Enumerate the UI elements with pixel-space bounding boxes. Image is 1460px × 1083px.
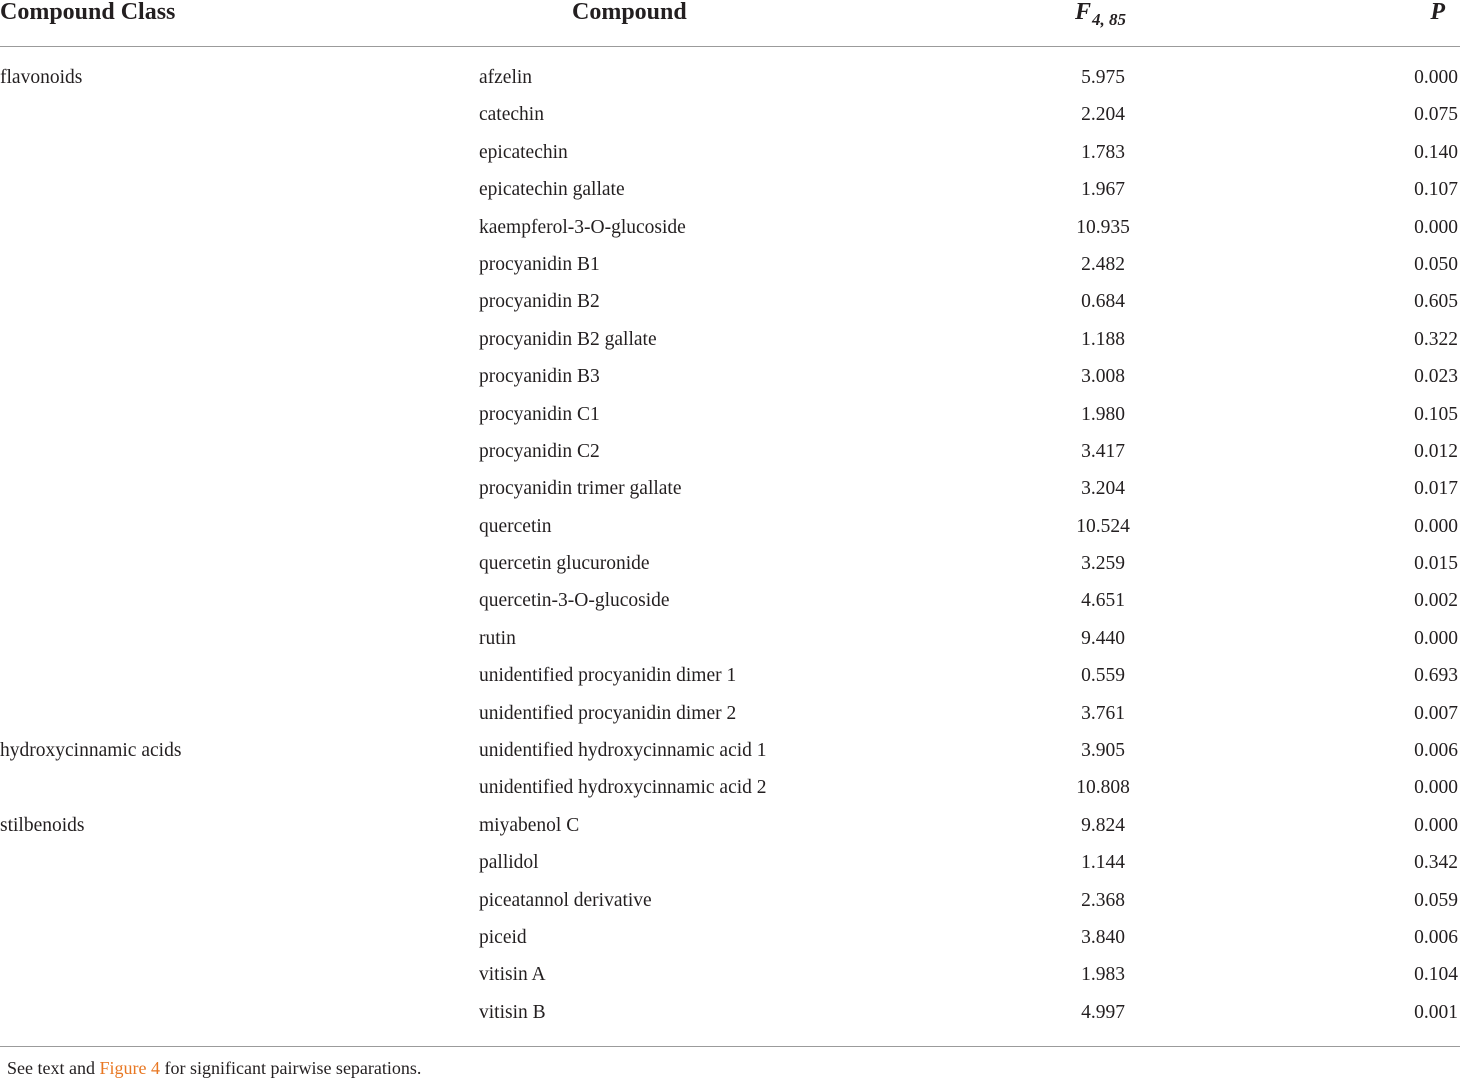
- table-row: [0, 994, 1460, 1031]
- table-row: [0, 470, 1460, 507]
- cell-p-value: 0.017: [1414, 478, 1458, 500]
- cell-p-value: 0.140: [1414, 141, 1458, 163]
- cell-compound: quercetin-3-O-glucoside: [479, 590, 670, 612]
- table-row: [0, 882, 1460, 919]
- table-row: [0, 321, 1460, 358]
- cell-p-value: 0.342: [1414, 852, 1458, 874]
- cell-p-value: 0.000: [1414, 627, 1458, 649]
- header-divider: [0, 46, 1460, 47]
- cell-p-value: 0.105: [1414, 403, 1458, 425]
- cell-p-value: 0.012: [1414, 440, 1458, 462]
- footnote-text-after: for significant pairwise separations.: [159, 1058, 422, 1078]
- cell-f-value: 5.975: [1081, 67, 1125, 88]
- cell-p-value: 0.007: [1414, 702, 1458, 724]
- cell-compound: afzelin: [479, 67, 533, 88]
- table-row: [0, 209, 1460, 246]
- cell-compound: miyabenol C: [479, 814, 580, 836]
- cell-f-value: 3.259: [1081, 553, 1125, 575]
- table-row: [0, 732, 1460, 769]
- table-row: [0, 171, 1460, 208]
- cell-p-value: 0.693: [1414, 665, 1458, 687]
- cell-p-value: 0.059: [1414, 889, 1458, 911]
- cell-f-value: 9.824: [1081, 814, 1125, 836]
- cell-p-value: 0.001: [1414, 1001, 1458, 1023]
- table-row: [0, 582, 1460, 619]
- cell-f-value: 1.144: [1081, 852, 1125, 874]
- table-row: [0, 246, 1460, 283]
- cell-f-value: 1.967: [1081, 179, 1125, 201]
- cell-compound: rutin: [479, 627, 516, 649]
- cell-compound-class: flavonoids: [0, 67, 83, 88]
- cell-compound: procyanidin C1: [479, 403, 600, 425]
- table-row: [0, 695, 1460, 732]
- cell-p-value: 0.015: [1414, 553, 1458, 575]
- table-row: [0, 956, 1460, 993]
- cell-f-value: 3.204: [1081, 478, 1125, 500]
- cell-f-value: 3.008: [1081, 366, 1125, 388]
- cell-p-value: 0.000: [1414, 515, 1458, 537]
- table-row: [0, 96, 1460, 133]
- cell-f-value: 10.935: [1076, 216, 1130, 238]
- cell-f-value: 1.980: [1081, 403, 1125, 425]
- cell-compound: quercetin glucuronide: [479, 553, 650, 575]
- table-row: [0, 283, 1460, 320]
- header-f-subscript: 4, 85: [1092, 10, 1127, 29]
- header-f-symbol: F: [1075, 0, 1092, 25]
- cell-compound: unidentified hydroxycinnamic acid 1: [479, 740, 767, 762]
- footnote-text-before: See text and: [7, 1058, 100, 1078]
- cell-p-value: 0.023: [1414, 366, 1458, 388]
- cell-f-value: 0.684: [1081, 291, 1125, 313]
- table-header: [0, 0, 1460, 46]
- table-row: [0, 807, 1460, 844]
- cell-compound-class: hydroxycinnamic acids: [0, 740, 182, 762]
- cell-f-value: 2.204: [1081, 104, 1125, 126]
- cell-f-value: 9.440: [1081, 627, 1125, 649]
- cell-compound: procyanidin B1: [479, 253, 600, 275]
- cell-p-value: 0.000: [1414, 67, 1458, 88]
- cell-compound: procyanidin B3: [479, 366, 600, 388]
- cell-compound: unidentified procyanidin dimer 1: [479, 665, 737, 687]
- cell-compound: vitisin A: [479, 964, 546, 986]
- cell-p-value: 0.605: [1414, 291, 1458, 313]
- table-row: [0, 134, 1460, 171]
- table-row: [0, 919, 1460, 956]
- cell-f-value: 3.840: [1081, 926, 1125, 948]
- cell-compound: unidentified procyanidin dimer 2: [479, 702, 737, 724]
- cell-compound: catechin: [479, 104, 544, 126]
- cell-compound: procyanidin B2: [479, 291, 600, 313]
- table-row: [0, 844, 1460, 881]
- table-row: [0, 358, 1460, 395]
- cell-f-value: 4.651: [1081, 590, 1125, 612]
- cell-p-value: 0.104: [1414, 964, 1458, 986]
- table-row: [0, 508, 1460, 545]
- cell-compound: procyanidin trimer gallate: [479, 478, 682, 500]
- cell-f-value: 1.983: [1081, 964, 1125, 986]
- cell-p-value: 0.322: [1414, 328, 1458, 350]
- footer-divider: [0, 1046, 1460, 1047]
- cell-p-value: 0.002: [1414, 590, 1458, 612]
- cell-f-value: 4.997: [1081, 1001, 1125, 1023]
- table-row: [0, 433, 1460, 470]
- cell-f-value: 1.783: [1081, 141, 1125, 163]
- cell-compound: epicatechin: [479, 141, 568, 163]
- table-row: [0, 769, 1460, 806]
- cell-p-value: 0.006: [1414, 740, 1458, 762]
- table-footnote: [7, 1053, 421, 1083]
- cell-f-value: 2.368: [1081, 889, 1125, 911]
- cell-p-value: 0.006: [1414, 926, 1458, 948]
- table-row: [0, 59, 1460, 96]
- header-compound: Compound: [572, 0, 687, 25]
- table-row: [0, 545, 1460, 582]
- header-p-value: P: [1430, 0, 1445, 25]
- cell-f-value: 3.417: [1081, 440, 1125, 462]
- table-row: [0, 396, 1460, 433]
- cell-f-value: 3.761: [1081, 702, 1125, 724]
- cell-f-value: 0.559: [1081, 665, 1125, 687]
- header-compound-class: Compound Class: [0, 0, 176, 25]
- cell-compound: procyanidin B2 gallate: [479, 328, 657, 350]
- cell-compound: piceatannol derivative: [479, 889, 652, 911]
- table-row: [0, 620, 1460, 657]
- cell-compound: quercetin: [479, 515, 552, 537]
- cell-f-value: 10.808: [1076, 777, 1130, 799]
- cell-p-value: 0.050: [1414, 253, 1458, 275]
- cell-compound: piceid: [479, 926, 527, 948]
- cell-p-value: 0.107: [1414, 179, 1458, 201]
- cell-p-value: 0.075: [1414, 104, 1458, 126]
- cell-compound: procyanidin C2: [479, 440, 600, 462]
- cell-p-value: 0.000: [1414, 777, 1458, 799]
- figure-link[interactable]: Figure 4: [99, 1058, 160, 1078]
- cell-f-value: 10.524: [1076, 515, 1130, 537]
- cell-compound: kaempferol-3-O-glucoside: [479, 216, 686, 238]
- cell-p-value: 0.000: [1414, 216, 1458, 238]
- cell-compound: pallidol: [479, 852, 539, 874]
- cell-compound: epicatechin gallate: [479, 179, 625, 201]
- table-row: [0, 657, 1460, 694]
- cell-compound: vitisin B: [479, 1001, 546, 1023]
- cell-f-value: 2.482: [1081, 253, 1125, 275]
- cell-f-value: 1.188: [1081, 328, 1125, 350]
- cell-f-value: 3.905: [1081, 740, 1125, 762]
- cell-compound: unidentified hydroxycinnamic acid 2: [479, 777, 767, 799]
- table-body: [0, 59, 1460, 1031]
- header-f-statistic: [1075, 0, 1126, 36]
- cell-compound-class: stilbenoids: [0, 814, 85, 836]
- cell-p-value: 0.000: [1414, 814, 1458, 836]
